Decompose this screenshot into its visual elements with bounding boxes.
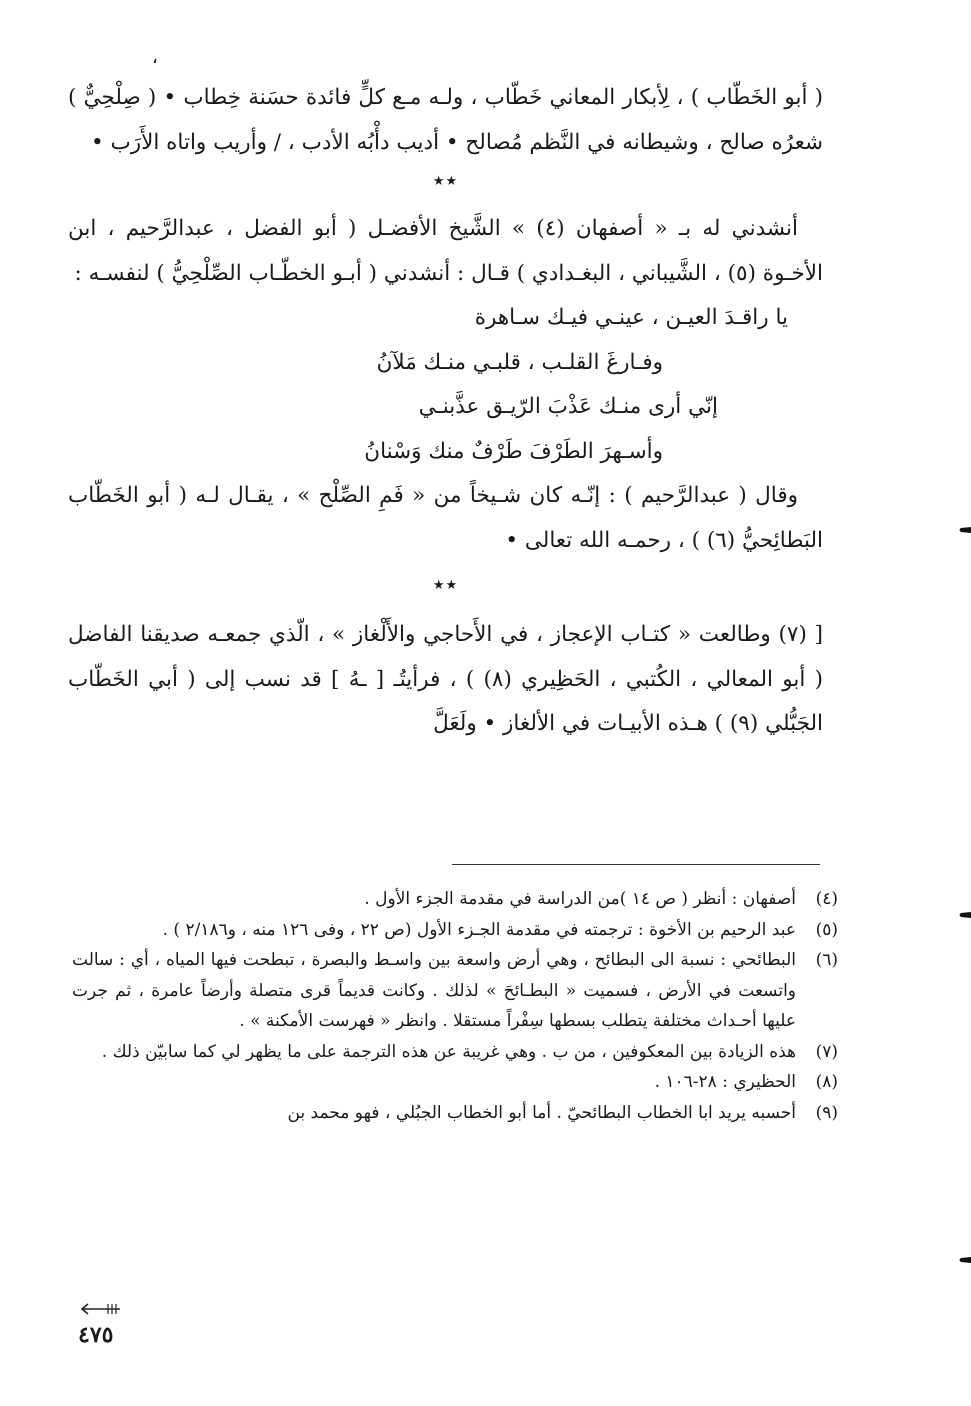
verse-line-4: وأسـهرَ الطَرْفَ طَرْفٌ منك وَسْنانُ xyxy=(364,438,663,464)
footnote-number: (٩) xyxy=(815,1102,838,1123)
verse-line-3: إنّي أرى منـك عَذْبَ الرّيـق عذَّبنـي xyxy=(418,394,718,419)
paragraph-3: وقال ( عبدالرَّحيم ) : إنّـه كان شـيخاً من « فَمِ الصِّلْح » ، يقـال لـه ( أبو الخَطّاب البَطائِحيُّ (٦) ) ، رحمـه الله تعالى • xyxy=(68,483,823,553)
footnote-5 xyxy=(72,915,838,946)
footnote-number: (٨) xyxy=(815,1072,838,1092)
page-number: ٤٧٥ xyxy=(78,1322,114,1348)
stray-mark: ، xyxy=(152,47,158,68)
footnote-text: أحسبه يريد ابا الخطاب البطائحيّ . أما أبو الخطاب الجبُلي ، فهو محمد بن xyxy=(287,1102,796,1123)
footnote-number: (٤) xyxy=(815,889,838,909)
footnote-7 xyxy=(72,1037,838,1068)
footnote-number: (٧) xyxy=(815,1041,838,1062)
footnote-separator xyxy=(452,864,820,865)
footnote-number: (٦) xyxy=(815,950,838,970)
footnote-text: البطائحي : نسبة الى البطائح ، وهي أرض واسعة بين واسـط والبصرة ، تبطحت فيها المياه ، أي : سالت واتسعت في الأرض ، فسميت « البطـائحَ » لذلك . وكانت قديماً قرى متصلة وأرضاً عامرة ، ثم جرت عليها أحـداث مختلفة يتطلب بسطها سِفْراً مستقلا . وانظر « فهرست الأمكنة » . xyxy=(72,950,796,1031)
footnote-text: أصفهان : أنظر ( ص ١٤ )من الدراسة في مقدمة الجزء الأول . xyxy=(364,889,796,909)
paragraph-4: [ (٧) وطالعت « كتـاب الإعجاز ، في الأَحاجي والأَلْغاز » ، الّذي جمعـه صديقنا الفاضل ( أبو المعالي ، الكُتبي ، الحَظِيري (٨) ) ، فرأيتُـ [ ـهُ ] قد نسب إلى ( أبي الخَطّاب الجَبُّلي (٩) ) هـذه الأبيـات في الألغاز • ولَعَلَّ xyxy=(68,622,824,736)
edge-mark-icon xyxy=(958,910,971,920)
verse-line-1: يا راقـدَ العيـن ، عينـي فيـك سـاهرة xyxy=(474,305,788,330)
paragraph-1: ( أبو الخَطّاب ) ، لِأبكار المعاني خَطّاب ، ولـه مـع كلٍّ فائدة حسَنة خِطاب • ( صِلْحِيٌّ ) شعرُه صالح ، وشيطانه في النَّظم مُصالح • أديب دأْبُه الأدب ، / وأريب واتاه الأَرَب • xyxy=(68,85,823,155)
footnote-6 xyxy=(72,945,838,1037)
verse-line-2: وفـارغَ القلـب ، قلبـي منـك مَلآنُ xyxy=(376,349,663,375)
footnotes xyxy=(72,884,838,1128)
arrow-left-icon xyxy=(80,1303,122,1315)
footnote-number: (٥) xyxy=(815,919,838,940)
paragraph-2: أنشدني له بـ « أصفهان (٤) » الشَّيخ الأفضـل ( أبو الفضل ، عبدالرَّحيم ، ابن الأخـوة (٥) ، الشَّيباني ، البغـدادي ) قـال : أنشدني ( أبـو الخطّـاب الصِّلْحِيُّ ) لنفسـه : xyxy=(68,216,823,286)
section-divider-stars: ★★ xyxy=(432,174,459,189)
main-text xyxy=(68,76,823,747)
edge-mark-icon xyxy=(958,525,971,535)
footnote-8 xyxy=(72,1067,838,1098)
footnote-4 xyxy=(72,884,838,915)
section-divider-stars-2: ★★ xyxy=(432,578,459,593)
edge-mark-icon xyxy=(958,1255,971,1265)
footnote-text: الحظيري : ٢٨-١٠٦ . xyxy=(654,1072,796,1092)
footnote-9 xyxy=(72,1098,838,1129)
footnote-text: عبد الرحيم بن الأخوة : ترجمته في مقدمة الجـزء الأول (ص ٢٢ ، وفى ١٢٦ منه ، و٢/١٨٦ ) . xyxy=(162,919,796,940)
footnote-text: هذه الزيادة بين المعكوفين ، من ب . وهي غريبة عن هذه الترجمة على ما يظهر لي كما سابيّن ذلك . xyxy=(101,1041,796,1062)
